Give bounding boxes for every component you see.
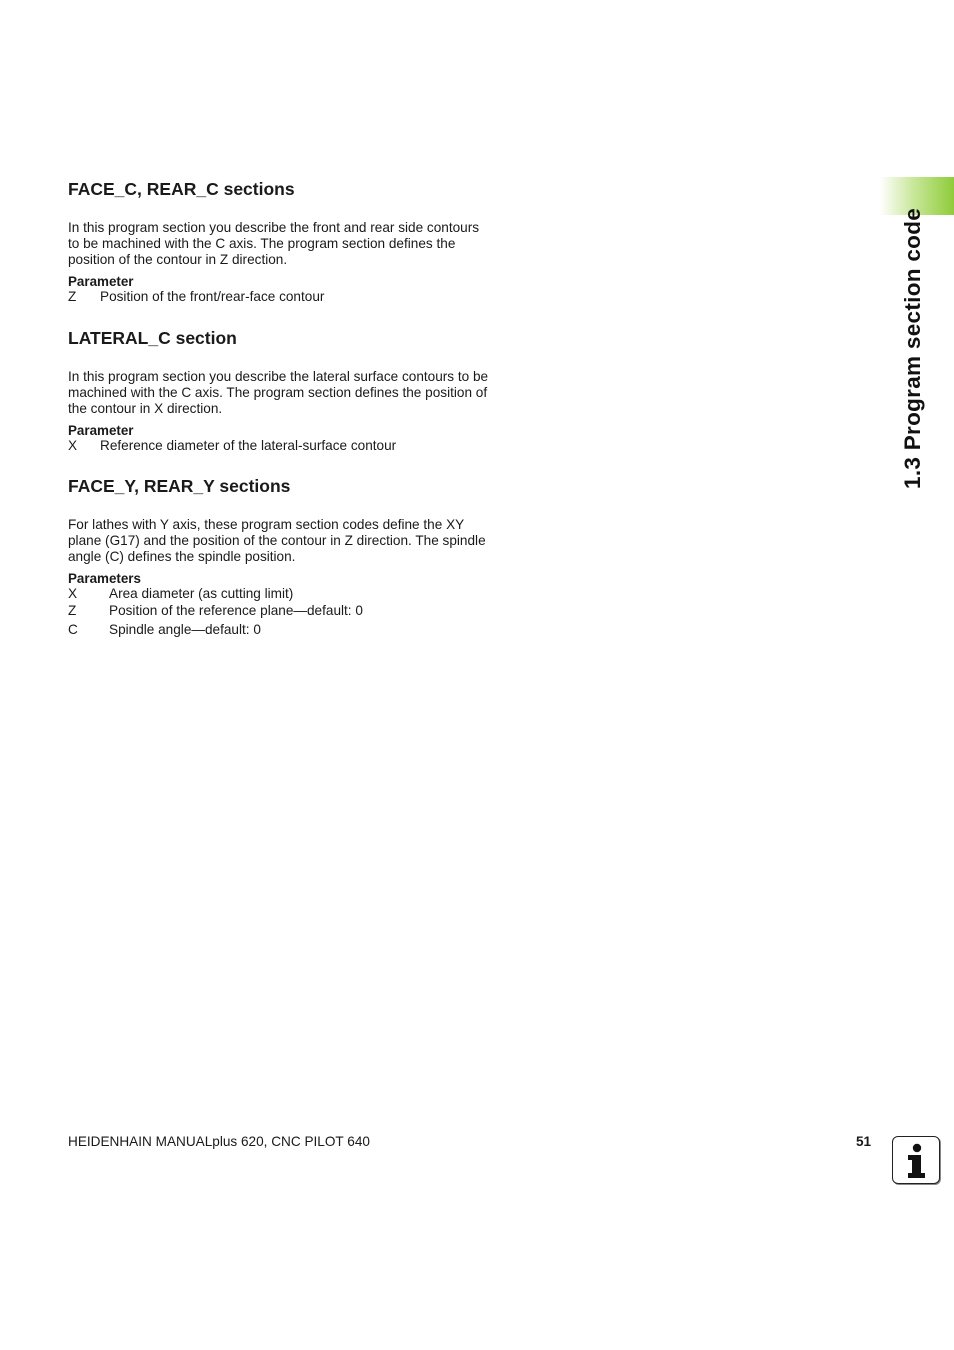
parameter-description: Spindle angle—default: 0 <box>109 622 261 638</box>
section-paragraph: In this program section you describe the lateral surface contours to be machined with the C axis. The program section defines the position of the contour in X direction. <box>68 369 489 417</box>
section-heading: LATERAL_C section <box>68 328 237 348</box>
parameter-list <box>68 438 513 454</box>
chapter-tab-label: 1.3 Program section code <box>900 207 925 489</box>
section-lateral-c <box>68 328 513 453</box>
parameter-symbol: X <box>68 437 78 453</box>
parameter-row <box>68 601 513 621</box>
parameter-symbol: C <box>68 622 78 638</box>
section-paragraph: For lathes with Y axis, these program section codes define the XY plane (G17) and the position of the contour in Z direction. The spindle angle (C) defines the spindle position. <box>68 517 486 565</box>
section-face-c <box>68 179 513 304</box>
parameter-heading: Parameter <box>68 273 134 289</box>
parameter-row <box>68 438 513 454</box>
section-paragraph: In this program section you describe the front and rear side contours to be machined with the C axis. The program section defines the position of the contour in Z direction. <box>68 220 480 268</box>
parameter-list <box>68 586 513 640</box>
parameter-symbol: X <box>68 585 78 601</box>
parameter-description: Position of the reference plane—default: 0 <box>109 602 363 618</box>
section-heading: FACE_C, REAR_C sections <box>68 179 295 199</box>
page-number: 51 <box>856 1134 872 1149</box>
parameter-heading: Parameters <box>68 570 141 586</box>
parameter-row <box>68 620 513 640</box>
footer-product-name: HEIDENHAIN MANUALplus 620, CNC PILOT 640 <box>68 1134 370 1149</box>
parameter-heading: Parameter <box>68 422 134 438</box>
parameter-symbol: Z <box>68 288 77 304</box>
info-icon-glyph <box>893 1137 939 1183</box>
section-heading: FACE_Y, REAR_Y sections <box>68 476 291 496</box>
parameter-symbol: Z <box>68 602 77 618</box>
parameter-row <box>68 586 513 601</box>
parameter-row <box>68 289 513 305</box>
parameter-description: Position of the front/rear-face contour <box>100 288 325 304</box>
parameter-description: Reference diameter of the lateral-surface contour <box>100 437 397 453</box>
info-icon <box>892 1136 940 1184</box>
section-face-y <box>68 476 513 640</box>
parameter-list <box>68 289 513 305</box>
parameter-description: Area diameter (as cutting limit) <box>109 585 294 601</box>
